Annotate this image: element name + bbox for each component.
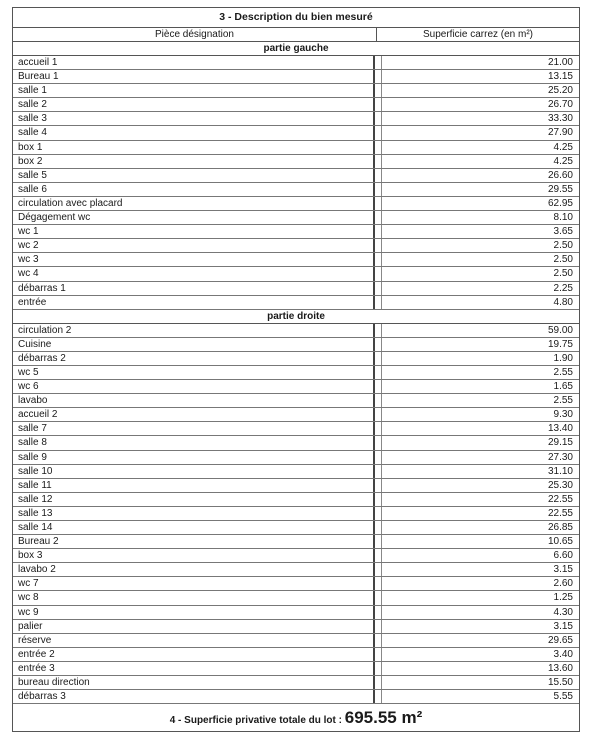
room-area: 27.30	[381, 451, 579, 464]
room-area: 3.15	[381, 563, 579, 576]
header-carrez-area: Superficie carrez (en m²)	[422, 29, 534, 40]
room-name: circulation 2	[13, 324, 375, 337]
room-name: palier	[13, 620, 375, 633]
room-name: box 2	[13, 155, 375, 168]
room-name: Dégagement wc	[13, 211, 375, 224]
table-row	[13, 282, 579, 296]
room-area: 2.50	[381, 239, 579, 252]
room-name: débarras 2	[13, 352, 375, 365]
room-area: 8.10	[381, 211, 579, 224]
room-name: box 3	[13, 549, 375, 562]
room-area: 13.15	[381, 70, 579, 83]
room-area: 3.40	[381, 648, 579, 661]
room-name: débarras 3	[13, 690, 375, 703]
room-name: salle 2	[13, 98, 375, 111]
table-row	[13, 225, 579, 239]
room-name: salle 14	[13, 521, 375, 534]
table-row	[13, 253, 579, 267]
table-row	[13, 634, 579, 648]
table-row	[13, 380, 579, 394]
table-row	[13, 197, 579, 211]
table-row	[13, 690, 579, 704]
room-name: salle 11	[13, 479, 375, 492]
table-row	[13, 183, 579, 197]
room-name: accueil 1	[13, 56, 375, 69]
room-name: Bureau 1	[13, 70, 375, 83]
room-area: 3.65	[381, 225, 579, 238]
room-name: salle 4	[13, 126, 375, 139]
area-description-table	[12, 7, 580, 732]
room-area: 27.90	[381, 126, 579, 139]
table-row	[13, 84, 579, 98]
table-row	[13, 408, 579, 422]
room-area: 1.65	[381, 380, 579, 393]
room-name: wc 3	[13, 253, 375, 266]
room-area: 2.25	[381, 282, 579, 295]
table-row	[13, 324, 579, 338]
table-row	[13, 648, 579, 662]
table-row	[13, 535, 579, 549]
room-area: 25.30	[381, 479, 579, 492]
table-row	[13, 493, 579, 507]
room-area: 29.65	[381, 634, 579, 647]
room-name: salle 5	[13, 169, 375, 182]
table-row	[13, 436, 579, 450]
table-row	[13, 620, 579, 634]
table-row	[13, 338, 579, 352]
room-area: 33.30	[381, 112, 579, 125]
room-area: 3.15	[381, 620, 579, 633]
table-row	[13, 549, 579, 563]
room-area: 9.30	[381, 408, 579, 421]
room-area: 19.75	[381, 338, 579, 351]
table-row	[13, 676, 579, 690]
room-name: entrée 2	[13, 648, 375, 661]
room-area: 29.15	[381, 436, 579, 449]
room-name: accueil 2	[13, 408, 375, 421]
room-name: wc 1	[13, 225, 375, 238]
room-area: 26.60	[381, 169, 579, 182]
room-area: 10.65	[381, 535, 579, 548]
total-area-row	[13, 704, 579, 731]
room-area: 22.55	[381, 507, 579, 520]
room-area: 26.70	[381, 98, 579, 111]
table-row	[13, 521, 579, 535]
room-area: 62.95	[381, 197, 579, 210]
room-name: salle 10	[13, 465, 375, 478]
room-area: 15.50	[381, 676, 579, 689]
room-name: lavabo	[13, 394, 375, 407]
room-name: Bureau 2	[13, 535, 375, 548]
room-name: bureau direction	[13, 676, 375, 689]
room-area: 21.00	[381, 56, 579, 69]
table-row	[13, 591, 579, 605]
room-name: box 1	[13, 141, 375, 154]
table-row	[13, 465, 579, 479]
room-area: 4.80	[381, 296, 579, 309]
room-name: wc 4	[13, 267, 375, 280]
room-area: 59.00	[381, 324, 579, 337]
room-area: 4.30	[381, 606, 579, 619]
room-name: salle 12	[13, 493, 375, 506]
room-area: 2.50	[381, 267, 579, 280]
room-area: 22.55	[381, 493, 579, 506]
room-name: salle 8	[13, 436, 375, 449]
room-name: wc 6	[13, 380, 375, 393]
table-header	[13, 28, 579, 42]
table-row	[13, 422, 579, 436]
room-area: 5.55	[381, 690, 579, 703]
room-area: 31.10	[381, 465, 579, 478]
room-name: wc 9	[13, 606, 375, 619]
room-area: 2.55	[381, 366, 579, 379]
room-name: Cuisine	[13, 338, 375, 351]
table-row	[13, 211, 579, 225]
room-name: réserve	[13, 634, 375, 647]
room-area: 13.60	[381, 662, 579, 675]
room-area: 25.20	[381, 84, 579, 97]
table-row	[13, 296, 579, 310]
table-row	[13, 267, 579, 281]
room-name: entrée	[13, 296, 375, 309]
table-row	[13, 507, 579, 521]
table-row	[13, 112, 579, 126]
total-area-value: 695.55 m²	[344, 708, 423, 728]
room-name: salle 1	[13, 84, 375, 97]
room-name: salle 6	[13, 183, 375, 196]
table-row	[13, 70, 579, 84]
room-name: débarras 1	[13, 282, 375, 295]
table-body	[13, 42, 579, 704]
room-name: salle 3	[13, 112, 375, 125]
total-area-label: 4 - Superficie privative totale du lot :	[169, 715, 345, 727]
table-row	[13, 239, 579, 253]
room-name: salle 13	[13, 507, 375, 520]
room-area: 26.85	[381, 521, 579, 534]
table-row	[13, 56, 579, 70]
room-area: 6.60	[381, 549, 579, 562]
table-row	[13, 606, 579, 620]
room-name: salle 7	[13, 422, 375, 435]
room-area: 4.25	[381, 155, 579, 168]
room-area: 2.60	[381, 577, 579, 590]
section-heading: partie gauche	[13, 42, 579, 56]
table-row	[13, 479, 579, 493]
room-name: entrée 3	[13, 662, 375, 675]
room-name: wc 5	[13, 366, 375, 379]
table-row	[13, 98, 579, 112]
room-area: 2.50	[381, 253, 579, 266]
table-row	[13, 169, 579, 183]
room-area: 2.55	[381, 394, 579, 407]
room-area: 1.25	[381, 591, 579, 604]
room-area: 29.55	[381, 183, 579, 196]
table-row	[13, 662, 579, 676]
room-area: 4.25	[381, 141, 579, 154]
table-row	[13, 451, 579, 465]
room-area: 13.40	[381, 422, 579, 435]
room-name: wc 2	[13, 239, 375, 252]
room-name: circulation avec placard	[13, 197, 375, 210]
room-area: 1.90	[381, 352, 579, 365]
table-title: 3 - Description du bien mesuré	[13, 8, 579, 28]
table-row	[13, 155, 579, 169]
section-heading: partie droite	[13, 310, 579, 324]
table-row	[13, 366, 579, 380]
table-row	[13, 352, 579, 366]
table-row	[13, 577, 579, 591]
room-name: wc 7	[13, 577, 375, 590]
room-name: salle 9	[13, 451, 375, 464]
header-room-designation: Pièce désignation	[13, 28, 377, 41]
table-row	[13, 394, 579, 408]
table-row	[13, 563, 579, 577]
room-name: lavabo 2	[13, 563, 375, 576]
table-row	[13, 141, 579, 155]
table-row	[13, 126, 579, 140]
room-name: wc 8	[13, 591, 375, 604]
